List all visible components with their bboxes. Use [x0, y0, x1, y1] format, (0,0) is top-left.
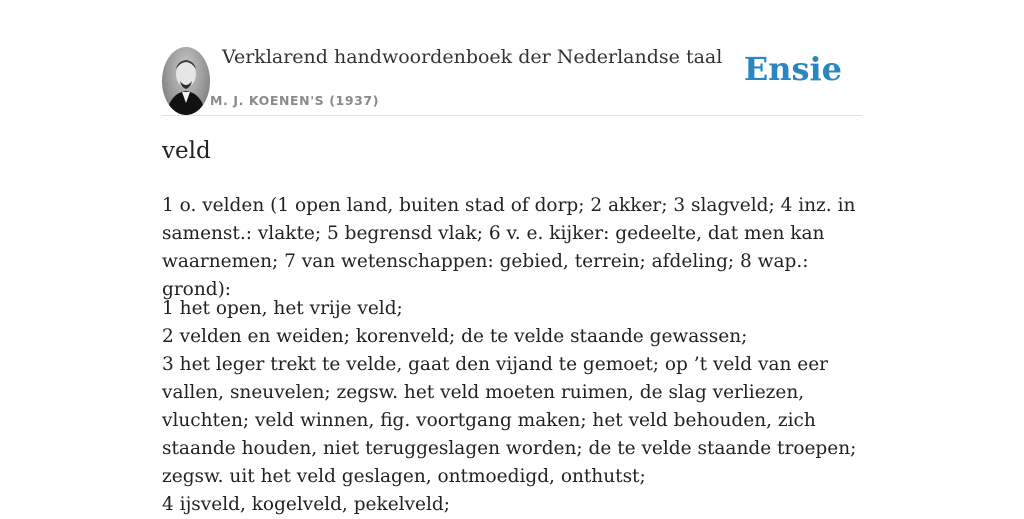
entry-examples — [162, 295, 867, 519]
example-line: 2 velden en weiden; korenveld; de te velde staande gewassen; — [162, 326, 748, 347]
entry-definition: 1 o. velden (1 open land, buiten stad of dorp; 2 akker; 3 slagveld; 4 inz. in samenst.: vlakte; 5 begrensd vlak; 6 v. e. kijker: gedeelte, dat men kan waarnemen; 7 van wetenschappen: gebied, terrein; afdeling; 8 wap.: grond): — [162, 195, 856, 300]
entry-headword: veld — [162, 138, 211, 164]
example-line: 1 het open, het vrije veld; — [162, 298, 403, 319]
dictionary-author: M. J. KOENEN'S (1937) — [210, 93, 380, 108]
dictionary-header — [162, 40, 862, 116]
example-line: 3 het leger trekt te velde, gaat den vijand te gemoet; op ’t veld van eer vallen, sneuvelen; zegsw. het veld moeten ruimen, de slag verliezen, vluchten; veld winnen, fig. voortgang maken; het veld behouden, zich staande houden, niet teruggeslagen worden; de te velde staande troepen; zegsw. uit het veld geslagen, ontmoedigd, onthutst; — [162, 354, 857, 487]
author-portrait — [162, 47, 210, 115]
ensie-logo-link[interactable]: Ensie — [743, 50, 842, 88]
example-line: 4 ijsveld, kogelveld, pekelveld; — [162, 494, 450, 515]
dictionary-title: Verklarend handwoordenboek der Nederlandse taal — [222, 46, 723, 68]
